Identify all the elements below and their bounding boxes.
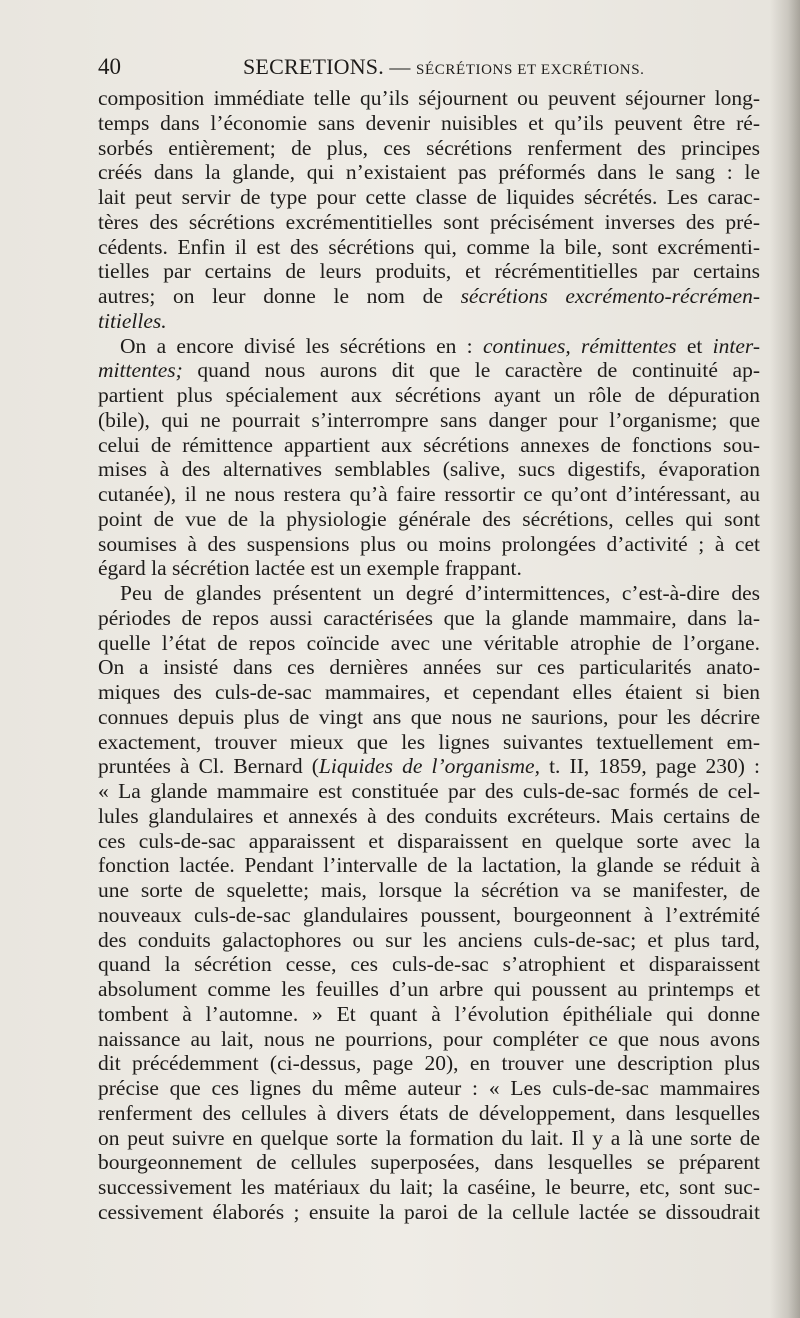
- text-run: égard la sécrétion lactée est un exemple frappant.: [98, 556, 522, 581]
- text-line: [98, 878, 760, 903]
- text-run: bourgeonnement de cellules superposées, dans lesquelles se préparent: [98, 1150, 760, 1175]
- text-run: quand nous aurons dit que le caractère de continuité ap-: [182, 358, 760, 383]
- text-line: [98, 804, 760, 829]
- text-line: [98, 730, 760, 755]
- text-line: [98, 1076, 760, 1101]
- text-run: quelle l’état de repos coïncide avec une véritable atrophie de l’organe.: [98, 630, 760, 655]
- text-run: pruntées à Cl. Bernard (: [98, 754, 319, 779]
- text-line: [98, 334, 760, 359]
- chapter-title: SECRETIONS.: [243, 54, 384, 79]
- text-line: [98, 779, 760, 804]
- text-run: successivement les matériaux du lait; la caséine, le beurre, etc, sont suc-: [98, 1175, 760, 1199]
- section-title: SÉCRÉTIONS ET EXCRÉTIONS.: [416, 62, 645, 78]
- text-line: [98, 111, 760, 136]
- text-run: ces culs-de-sac apparaissent et disparaissent en quelque sorte avec la: [98, 828, 760, 853]
- text-run: cutanée), il ne nous restera qu’à faire ressortir ce qu’ont d’intéressant, au: [98, 482, 760, 506]
- page-number: 40: [98, 54, 121, 79]
- text-run: On a insisté dans ces dernières années sur ces particularités anato-: [98, 655, 760, 680]
- text-run: (bile), qui ne pourrait s’interrompre sans danger pour l’organisme; que: [98, 407, 760, 432]
- italic-phrase: mittentes;: [98, 358, 183, 383]
- italic-phrase: continues, rémittentes: [482, 333, 677, 358]
- text-run: « La glande mammaire est constituée par des culs-de-sac formés de cel-: [98, 779, 760, 803]
- text-run: précise que ces lignes du même auteur : « Les culs-de-sac mammaires: [98, 1076, 760, 1100]
- text-run: lules glandulaires et annexés à des conduits excréteurs. Mais certains de: [98, 803, 760, 828]
- text-line: [98, 928, 760, 953]
- body-text: [98, 86, 760, 1225]
- text-line: [98, 1150, 760, 1175]
- text-run: tielles par certains de leurs produits, et récrémentitielles par certains: [98, 259, 760, 284]
- running-title: [243, 52, 645, 85]
- title-separator: —: [389, 55, 411, 79]
- text-run: cédents. Enfin il est des sécrétions qui, comme la bile, sont excrémenti-: [98, 234, 760, 259]
- text-run: renferment des cellules à divers états de développement, dans lesquelles: [98, 1100, 760, 1125]
- text-run: exactement, trouver mieux que les lignes suivantes textuellement em-: [98, 729, 760, 754]
- text-line: [98, 136, 760, 161]
- text-run: créés dans la glande, qui n’existaient pas préformés dans le sang : le: [98, 160, 760, 185]
- text-line: [98, 977, 760, 1002]
- text-run: nouveaux culs-de-sac glandulaires poussent, bourgeonnent à l’extrémité: [98, 902, 760, 927]
- text-run: lait peut servir de type pour cette classe de liquides sécrétés. Les carac-: [98, 185, 760, 209]
- text-line: [98, 86, 760, 111]
- text-run: une sorte de squelette; mais, lorsque la sécrétion va se manifester, de: [98, 878, 760, 902]
- text-run: des conduits galactophores ou sur les anciens culs-de-sac; et plus tard,: [98, 927, 760, 952]
- text-line: [98, 556, 760, 581]
- text-line: [98, 309, 760, 334]
- text-run: dit précédemment (ci-dessus, page 20), en trouver une description plus: [98, 1051, 760, 1076]
- text-run: périodes de repos aussi caractérisées que la glande mammaire, dans la-: [98, 605, 760, 630]
- text-run: connues depuis plus de vingt ans que nous ne saurions, pour les décrire: [98, 704, 760, 729]
- page-edge-shadow: [770, 0, 800, 1318]
- text-run: partient plus spécialement aux sécrétions ayant un rôle de dépuration: [98, 383, 760, 407]
- text-run: autres; on leur donne le nom de: [98, 284, 461, 308]
- text-run: sorbés entièrement; de plus, ces sécrétions renferment des principes: [98, 135, 760, 160]
- text-run: mises à des alternatives semblables (salive, sucs digestifs, évaporation: [98, 457, 760, 482]
- text-line: [98, 754, 760, 779]
- text-line: [98, 482, 760, 507]
- text-run: miques des culs-de-sac mammaires, et cependant elles étaient si bien: [98, 680, 760, 704]
- text-line: [98, 1002, 760, 1027]
- text-line: [98, 284, 760, 309]
- text-line: [98, 532, 760, 557]
- text-run: celui de rémittence appartient aux sécrétions annexes de fonctions sou-: [98, 432, 760, 457]
- text-line: [98, 606, 760, 631]
- text-line: [98, 358, 760, 383]
- text-line: [98, 507, 760, 532]
- text-line: [98, 952, 760, 977]
- text-line: [98, 903, 760, 928]
- text-line: [98, 457, 760, 482]
- text-line: [98, 705, 760, 730]
- text-line: [98, 631, 760, 656]
- italic-phrase: titielles.: [98, 308, 167, 333]
- text-line: [98, 1126, 760, 1151]
- text-line: [98, 1200, 760, 1225]
- text-line: [98, 680, 760, 705]
- text-run: absolument comme les feuilles d’un arbre qui poussent au printemps et: [98, 977, 760, 1001]
- text-run: tères des sécrétions excrémentitielles sont précisément inverses des pré-: [98, 209, 760, 234]
- text-run: et: [676, 333, 713, 358]
- text-line: [98, 829, 760, 854]
- text-run: soumises à des suspensions plus ou moins prolongées d’activité ; à cet: [98, 531, 760, 556]
- italic-phrase: inter-: [712, 333, 760, 358]
- text-run: temps dans l’économie sans devenir nuisibles et qu’ils peuvent être ré-: [98, 110, 760, 135]
- text-line: [98, 433, 760, 458]
- text-run: on peut suivre en quelque sorte la formation du lait. Il y a là une sorte de: [98, 1125, 760, 1150]
- text-run: On a encore divisé les sécrétions en :: [120, 333, 483, 358]
- text-run: Peu de glandes présentent un degré d’intermittences, c’est-à-dire des: [120, 581, 760, 605]
- text-line: [98, 259, 760, 284]
- italic-phrase: Liquides de l’organisme,: [318, 754, 540, 779]
- text-line: [98, 235, 760, 260]
- text-line: [98, 1175, 760, 1200]
- text-line: [98, 210, 760, 235]
- text-run: t. II, 1859, page 230) :: [539, 754, 760, 779]
- text-line: [98, 1101, 760, 1126]
- text-run: tombent à l’automne. » Et quant à l’évolution épithéliale qui donne: [98, 1001, 760, 1026]
- italic-phrase: sécrétions excrémento-récrémen-: [460, 284, 760, 308]
- text-line: [98, 383, 760, 408]
- text-line: [98, 160, 760, 185]
- text-line: [98, 581, 760, 606]
- text-run: quand la sécrétion cesse, ces culs-de-sac s’atrophient et disparaissent: [98, 952, 760, 977]
- text-run: fonction lactée. Pendant l’intervalle de la lactation, la glande se réduit à: [98, 853, 760, 878]
- text-line: [98, 853, 760, 878]
- text-run: naissance au lait, nous ne pourrions, pour compléter ce que nous avons: [98, 1026, 760, 1051]
- text-run: cessivement élaborés ; ensuite la paroi de la cellule lactée se dissoudrait: [98, 1199, 760, 1224]
- text-line: [98, 1051, 760, 1076]
- text-run: point de vue de la physiologie générale des sécrétions, celles qui sont: [98, 506, 760, 531]
- text-line: [98, 1027, 760, 1052]
- text-line: [98, 408, 760, 433]
- text-line: [98, 185, 760, 210]
- text-run: composition immédiate telle qu’ils séjournent ou peuvent séjourner long-: [98, 86, 760, 110]
- text-line: [98, 655, 760, 680]
- running-head: [98, 52, 760, 82]
